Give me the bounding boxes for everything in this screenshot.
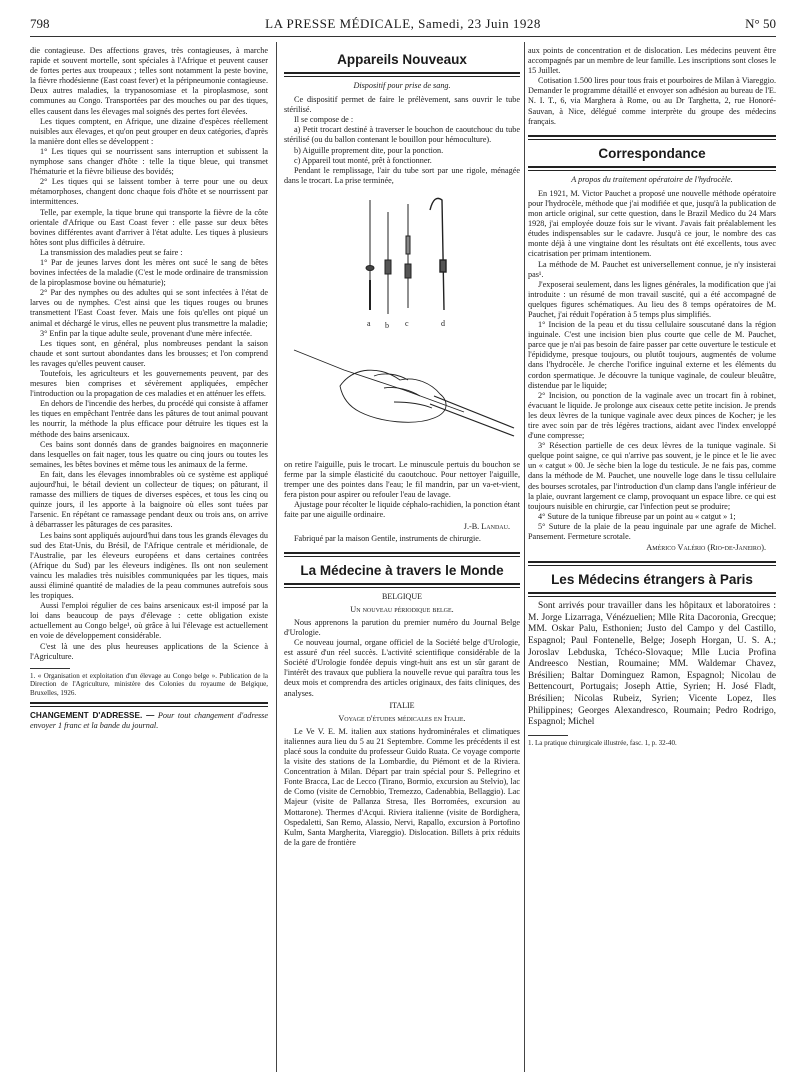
paragraph: Les tiques comptent, en Afrique, une dizaine d'espèces réellement nuisibles aux élevages, et qu'on peut grouper en deux catégories, d'après la manière dont elles se développent : [30, 116, 268, 146]
paragraph: C'est là une des plus heureuses applications de la Science à l'Agriculture. [30, 641, 268, 661]
figure-label-a: a [367, 318, 371, 328]
footnote-rule [528, 735, 568, 736]
paragraph: En 1921, M. Victor Pauchet a proposé une nouvelle méthode opératoire pour l'hydrocèle, méthode que j'ai modifiée et que, jusqu'à la publication de mon article original, sur cette question, dans le Brazil Medico du 24 Mars 1928, j'ai employée douze fois sur le vivant. J'avais fait préalablement les études indispensables sur le cadavre. Jusqu'à ce jour, le nombre des cas monte déjà à une vingtaine dont les résultats ont été excellents, tous avec cicatrisation per primam intentionem. [528, 188, 776, 259]
article-subtitle: Dispositif pour prise de sang. [353, 81, 451, 90]
section-rule [528, 561, 776, 566]
section-rule [528, 135, 776, 140]
paragraph: Nous apprenons la parution du premier numéro du Journal Belge d'Urologie. [284, 617, 520, 637]
paragraph: a) Petit trocart destiné à traverser le bouchon de caoutchouc du tube stérilisé (ou du ballon contenant le bouillon pour hémoculture). [284, 125, 520, 145]
article-subtitle: Voyage d'études médicales en Italie. [338, 713, 466, 723]
figure-label-b: b [385, 320, 389, 330]
paragraph: Les bains sont appliqués aujourd'hui dans tous les grands élevages du sud des Etat-Unis, du Brésil, de l'Afrique centrale et méridionale, de l'Australie, par les éleveurs européens et dans certaines contrées (Afrique du Sud) par les éleveurs indigènes. Ils ont non seulement vaincu les maladies très nuisibles communiquées par les tiques, mais aussi éliminé quantité de maladies de la peau communes autrefois sous les tropiques. [30, 530, 268, 601]
column-divider [524, 42, 525, 1072]
footnote: 1. La pratique chirurgicale illustrée, fasc. 1, p. 32-40. [528, 738, 677, 747]
hand-drawing [294, 350, 514, 436]
paragraph: 3° Résection partielle de ces deux lèvres de la tunique vaginale. Si quelque point saigne, ce qui n'arrive pas souvent, je le pince et le lie avec un « catgut » 00. Je sèche bien la loge du testicule. Je ne fais pas, comme dans la méthode de M. Pauchet, une nouvelle loge dans le tissu cellulaire des bourses scrotales, par l'introduction d'un clamp dans l'angle inférieur de la plaie, ouvrant largement ce clamp, provoquant un espace libre. ce qui est toujours nuisible en chirurgie, car l'infection peut se produire; [528, 441, 776, 511]
section-title-medecins-etrangers: Les Médecins étrangers à Paris [551, 572, 753, 588]
figure-illustration [284, 190, 520, 456]
section-title-appareils: Appareils Nouveaux [337, 52, 467, 67]
paragraph: 3° Enfin par la tique adulte seule, provenant d'une mère infectée. [40, 328, 253, 338]
page-number: 798 [30, 16, 50, 31]
paragraph: 5° Suture de la plaie de la peau inguinale par une agrafe de Michel. Pansement. Fermeture scrotale. [528, 521, 776, 542]
paragraph: b) Aiguille proprement dite, pour la ponction. [294, 145, 444, 155]
section-rule [30, 702, 268, 707]
paragraph: 2° Les tiques qui se laissent tomber à terre pour une ou deux métamorphoses, changent donc chaque fois d'hôte et se nourrissent par intermittences. [30, 177, 268, 207]
country-heading-belgique: BELGIQUE [382, 591, 422, 601]
blood-draw-device-figure [284, 190, 520, 456]
section-title-correspondance: Correspondance [598, 145, 706, 161]
column-1 [30, 46, 268, 731]
paragraph: La méthode de M. Pauchet est universellement connue, je n'y insisterai pas¹. [528, 259, 776, 279]
column-divider [276, 42, 277, 1072]
paragraph: En fait, dans les élevages innombrables où ce système est appliqué aujourd'hui, le bétail devient un collecteur de tiques; on pâturant, il ramasse des milliers de tiques de diverses espèces, et tous les cinq ou quinze jours, il les apporte à la baignoire où elles sont tuées par l'arsenic. En répétant ce ramassage pendant deux ou trois ans, on arrive à débarrasser les pâturages de ces parasites. [30, 469, 268, 530]
paragraph: J'exposerai seulement, dans les lignes générales, la modification que j'ai introduite : un résumé de mon travail suscité, qui a été accompagné de quelques figures schématiques. Au lieu des 8 temps opératoires de M. Pauchet, j'ai réduit l'opération à 5 temps plus simplifiés. [528, 279, 776, 319]
paragraph: Les tiques sont, en général, plus nombreuses pendant la saison chaude et sont surtout abondantes dans les brousses; et l'on comprend les ravages qu'elles peuvent causer. [30, 338, 268, 368]
section-rule [528, 166, 776, 171]
author-signature: J.-B. Landau. [463, 521, 510, 531]
paragraph: Ajustage pour récolter le liquide céphalo-rachidien, la ponction étant faite par une aiguille ordinaire. [284, 500, 520, 520]
assembled-device-drawing [405, 204, 411, 308]
figure-label-d: d [441, 318, 445, 328]
issue-number: N° 50 [745, 16, 776, 31]
paragraph: 1° Les tiques qui se nourrissent sans interruption et subissent la nymphose sans changer d'hôte : telle la tique bleue, qui transmet l'hématurie et la fièvre bilieuse des bovidés; [30, 146, 268, 177]
paragraph: Ce nouveau journal, organe officiel de la Société belge d'Urologie, est assuré d'un réel succès. L'activité scientifique considérable de la Société d'Urologie fondée depuis vingt-huit ans est un sûr garant de l'intérêt des travaux que publiera la nouvelle revue qui paraîtra tous les deux mois et comprendra des articles originaux, des faits cliniques, des analyses. [284, 638, 520, 698]
figure-label-c: c [405, 318, 409, 328]
country-heading-italie: ITALIE [389, 700, 415, 710]
paragraph: Toutefois, les agriculteurs et les gouvernements peuvent, par des mesures bien comprises et sévèrement appliquées, empêcher l'introduction ou la propagation de ces maladies et en atténuer les effets. [30, 369, 268, 399]
paragraph: 4° Suture de la tunique fibreuse par un point au « catgut » 1; [538, 511, 736, 521]
paragraph: 1° Incision de la peau et du tissu cellulaire souscutané dans la région inguinale. C'est une incision bien plus courte que celle de M. Pauchet, parce que je n'ai pas besoin de faire passer par cette ouverture le testicule et l'épididyme, presque toujours, ou plutôt toujours, augmentés de volume dans l'hydrocèle. Je cherche l'orifice inguinal externe et les éléments du cordon spermatique. Je découvre la tunique vaginale, de couleur bleuâtre, distendue par le liquide; [528, 320, 776, 390]
paragraph: Ces bains sont donnés dans de grandes baignoires en maçonnerie dans lesquelles on fait nager, tous les quatre ou cinq jours ou toutes les semaines, les bêtes bovines et même tous les animaux de la ferme. [30, 439, 268, 469]
section-rule [284, 552, 520, 557]
notice-heading: CHANGEMENT D'ADRESSE. — [30, 710, 155, 720]
paragraph: Il se compose de : [294, 115, 354, 125]
paragraph: aux points de concentration et de dislocation. Les médecins peuvent être accompagnés par un membre de leur famille. Les inscriptions sont closes le 15 Juillet. [528, 46, 776, 76]
column-2 [284, 46, 520, 848]
section-rule [284, 583, 520, 588]
paragraph: c) Appareil tout monté, prêt à fonctionner. [294, 155, 432, 165]
needle-drawing [385, 212, 391, 314]
paragraph: die contagieuse. Des affections graves, très contagieuses, à marche rapide et souvent mortelle, sont spéciales à l'Afrique et peuvent causer de fortes pertes aux troupeaux ; telles sont notamment la peste bovine, la fièvre rhodésienne (East coast fever) et la péripneumonie contagieuse. Deux autres maladies, la trypanosomiase et la piroplasmose, sont communes au Congo. Transportées par des mouches ou par des tiques, elles causent dans les élevages mal soignés des pertes fort élevées. [30, 46, 268, 116]
paragraph: Aussi l'emploi régulier de ces bains arsenicaux est-il imposé par la loi dans beaucoup de pays d'élevage : cette obligation existe actuellement au Congo belge¹, où grâce à lui l'élevage est actuellement en voie de développement considérable. [30, 601, 268, 641]
paragraph: Fabriqué par la maison Gentile, instruments de chirurgie. [294, 533, 481, 543]
paragraph: Pendant le remplissage, l'air du tube sort par une rigole, ménagée dans le trocart. La prise terminée, [284, 165, 520, 185]
paragraph: 1° Par de jeunes larves dont les mères ont sucé le sang de bêtes bovines infectées de la maladie (C'est le mode ordinaire de transmission de la piroplasmose bovine ou hématurie); [30, 257, 268, 288]
paragraph: Le Ve V. E. M. italien aux stations hydrominérales et climatiques italiennes aura lieu du 5 au 21 Septembre. Comme les précédents il est placé sous la conduite du professeur Guido Ruata. Ce voyage comporte la visite des stations de la Lombardie, du Piémont et de la Riviera. Concentration à Milan. Départ par train spécial pour S. Pellegrino et Fonte Bracca, Lac de Lecco (Tirano, Bormio, excursion au Stelvio), lac de Como (visite de Cernobbio, Tremezzo, Cadenabbia, Bellaggio). Lac Majeur (visite de Pallanza Stresa, Iles Borromées, excursion au Mottarone). Thermes d'Acqui. Riviera italienne (visite de Bordighera, Ospedaletti, San Remo, Alassio, Nervi, Rapallo, excursion à Portofino Kulm, Santa Margherita, Viareggio). Dislocation. Billets à prix réduits de la gare de frontière [284, 726, 520, 847]
trocart-drawing [366, 200, 374, 310]
section-title-medecine: La Médecine à travers le Monde [300, 562, 504, 578]
article-subtitle: A propos du traitement opératoire de l'hydrocèle. [571, 174, 733, 184]
column-3 [528, 46, 776, 747]
footnote: 1. « Organisation et exploitation d'un élevage au Congo belge ». Publication de la Direction de l'Agriculture, ministère des Colonies du royaume de Belgique, Bruxelles, 1926. [30, 671, 268, 697]
page-header [30, 14, 776, 37]
section-rule [284, 72, 520, 77]
article-subtitle: Un nouveau périodique belge. [350, 604, 454, 614]
section-rule [528, 592, 776, 597]
paragraph: En dehors de l'incendie des herbes, du procédé qui consiste à affamer les tiques en empêchant l'entrée dans les pâtures de tout animal pouvant les nourrir, la méthode la plus efficace pour détruire les tiques est la méthode des bains arsenicaux. [30, 399, 268, 439]
paragraph: Ce dispositif permet de faire le prélèvement, sans ouvrir le tube stérilisé. [284, 95, 520, 115]
bent-tube-drawing [430, 198, 446, 310]
author-signature: Américo Valério (Rio-de-Janeiro). [646, 543, 766, 553]
paragraph: on retire l'aiguille, puis le trocart. Le minuscule pertuis du bouchon se ferme par la simple élasticité du caoutchouc. Pour nettoyer l'aiguille, tremper une des pointes dans l'eau; le fil mandrin, par un va-et-vient, fera piston pour aspirer ou refouler l'eau de lavage. [284, 459, 520, 500]
paragraph: La transmission des maladies peut se faire : [40, 247, 183, 257]
paragraph: Cotisation 1.500 lires pour tous frais et pourboires de Milan à Viareggio. Demander le programme détaillé et envoyer son adhésion au bureau de l'E. N. I. T., 6, via Marghera à Rome, ou au Dr Targhetta, 2, rue Honoré-Sauvan, à Nice, délégué comme interprète du groupe des médecins français. [528, 76, 776, 126]
journal-title: LA PRESSE MÉDICALE, Samedi, 23 Juin 1928 [265, 16, 541, 31]
paragraph: 2° Par des nymphes ou des adultes qui se sont infectées à l'état de larves ou de nymphes. C'est ainsi que les tiques rouges ou brunes transmettent l'East Coast fever. Mais une fois qu'elles ont piqué un animal et déchargé le virus, elles ne peuvent plus transmettre la maladie; [30, 288, 268, 328]
paragraph: 2° Incision, ou ponction de la vaginale avec un trocart fin à robinet, évacuant le liquide. Je prolonge aux ciseaux cette petite incision. Je prends les deux lèvres de la tunique vaginale avec deux pinces de Kocher; je les tire avec soin par de très légères tractions, aidant avec l'index enveloppé d'une compresse; [528, 390, 776, 441]
paragraph: Telle, par exemple, la tique brune qui transporte la fièvre de la côte orientale d'Afrique ou East Coast fever : elle passe sur deux bêtes bovines différentes avant d'arriver à l'état adulte. Les tiques à plusieurs hôtes sont plus difficiles à détruire. [30, 207, 268, 247]
footnote-rule [30, 668, 70, 669]
change-of-address-notice [30, 711, 268, 731]
notice-text: Pour tout changement d'adresse envoyer 1 franc et la bande du journal. [30, 710, 268, 730]
paragraph: Sont arrivés pour travailler dans les hôpitaux et laboratoires : M. Jorge Lizarraga, Vénézuelien; Mlle Rita Dacoronia, Grecque; MM. Oskar Palu, Esthonien; Justo del Campo y del Castillo, Espagnol; Paul Fontenelle, Belge; Joseph Horgan, U. S. A.; Joroslav Lebduska, Tchéco-Slovaque; Mlle Lucia Profina Andreesco Nestian, Roumaine; MM. Waldemar Chavez, Brésilien; Baltar Dominguez Ramon, Espagnol; Nicolau de Bettencourt, Portugais; Joseph Attie, Syrien; H. José Fladt, Brésilien; Nicolas Rubeiz, Syrien; Vicente Lopez, Iles Philippines; Georges Alexandresco, Roumain; Pedro Rodrigo, Espagnol; Michel [528, 601, 776, 728]
